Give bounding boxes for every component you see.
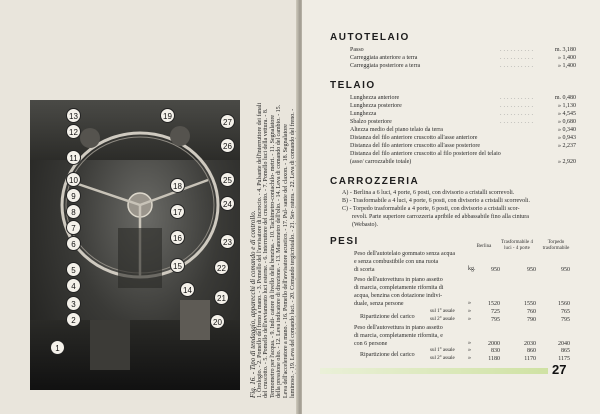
- weight-value: 795: [561, 317, 570, 323]
- weight-value: 1550: [524, 301, 536, 307]
- caption-line: indicatore di direzione. - 13. Manometro dell'olio. - 14.: [276, 189, 283, 323]
- caption-line: luci della vettura. - 8. Termometro per l'acqua. - 9. Indi-: [263, 108, 276, 398]
- callout-16: 16: [170, 230, 185, 245]
- spec-row: Distanza del filo anteriore cruscotto al filo posteriore del telaio: [350, 151, 501, 157]
- weight-value: 1170: [524, 356, 536, 362]
- ditto-mark: »: [468, 308, 471, 314]
- caption-line: del comando luci. - 20. Comando tergicristallo. - 21. Ser-: [289, 209, 296, 347]
- axle-label: sul 2° assale: [430, 356, 455, 361]
- section-title-carrozzeria: CARROZZERIA: [330, 176, 420, 187]
- weight-value: 830: [491, 348, 500, 354]
- weight-value: 760: [527, 309, 536, 315]
- weight-value: 1175: [558, 356, 570, 362]
- pesi-label: di marcia, completamente rifornita, e: [354, 333, 443, 339]
- callout-15: 15: [170, 258, 185, 273]
- weight-value: 790: [527, 317, 536, 323]
- pesi-label: e senza combustibile con una ruota: [354, 259, 439, 265]
- callout-24: 24: [220, 196, 235, 211]
- callout-10: 10: [66, 172, 81, 187]
- spec-row: Lunghezza anteriore .......... m. 0,480: [350, 95, 576, 101]
- column-header: Torpedo trasformabile: [542, 240, 570, 251]
- section-title-pesi: PESI: [330, 236, 359, 247]
- weight-value: 725: [491, 309, 500, 315]
- spec-row: Lunghezza .......... » 4,545: [350, 111, 576, 117]
- spec-row: (asse/ carrozzabile totale) » 2,920: [350, 159, 576, 165]
- unit-label: kg.: [468, 266, 476, 272]
- callout-4: 4: [66, 278, 81, 293]
- body-text-line: A) - Berlina a 6 luci, 4 porte, 6 posti, con divisorio a cristalli scorrevoli.: [342, 190, 515, 196]
- figure-title: Fig. 16. - Tipo di tendaggio, apparecchi di comando e di controllo.: [249, 210, 257, 398]
- callout-23: 23: [220, 234, 235, 249]
- pesi-label: con 6 persone: [354, 341, 388, 347]
- callout-7: 7: [66, 220, 81, 235]
- caption-line: a mano. - 16. Pomello dell'avvisatore acustico. - 17. Pul-: [282, 208, 289, 344]
- body-text-line: B) - Trasformabile a 4 luci, 4 porte, 6 posti, con divisorio a cristalli scorrevoli.: [342, 198, 530, 204]
- weight-value: 865: [561, 348, 570, 354]
- callout-12: 12: [66, 124, 81, 139]
- weight-value: 1560: [558, 301, 570, 307]
- spec-row: Distanza del filo anteriore cruscotto all'asse anteriore » 0,943: [350, 135, 576, 141]
- pesi-label: Ripartizione del carico: [360, 314, 415, 320]
- body-text-line: C) - Torpedo trasformabile a 4 porte, 6 posti, con divisorio a cristalli scor-: [342, 206, 520, 212]
- pesi-label: Peso dell'autotelaio gommato senza acqua: [354, 251, 456, 257]
- right-page: [302, 0, 600, 414]
- weight-value: 2030: [524, 341, 536, 347]
- caption-line: metri. - 11. Segnalatore della pressione olio. - 12. Leva: [269, 115, 283, 398]
- section-title-telaio: TELAIO: [330, 80, 376, 91]
- spec-row: Carreggiata anteriore a terra .......... » 1,400: [350, 55, 576, 61]
- column-header: Trasformabile 4 luci - 4 porte: [501, 240, 533, 251]
- callout-8: 8: [66, 204, 81, 219]
- pesi-label: duale, senza persone: [354, 301, 404, 307]
- spec-row: Sbalzo posteriore .......... » 0,680: [350, 119, 576, 125]
- callout-5: 5: [66, 262, 81, 277]
- caption-line: dei fanali del cruscotto. - 5. Pomello dell'avviamento: [256, 102, 270, 398]
- weight-value: 795: [491, 317, 500, 323]
- weight-value: 950: [491, 267, 500, 273]
- callout-21: 21: [214, 290, 229, 305]
- callout-9: 9: [66, 188, 81, 203]
- pesi-label: di scorta: [354, 267, 375, 273]
- pesi-label: Peso dell'autovettura in piano assetto: [354, 277, 443, 283]
- axle-label: sul 1° assale: [430, 309, 455, 314]
- callout-19: 19: [160, 108, 175, 123]
- section-title-autotelaio: AUTOTELAIO: [330, 32, 410, 43]
- spec-row: Passo .......... m. 3,180: [350, 47, 576, 53]
- footer-bar: [320, 368, 548, 374]
- callout-6: 6: [66, 236, 81, 251]
- page-number: 27: [552, 362, 567, 377]
- weight-value: 860: [527, 348, 536, 354]
- callout-25: 25: [220, 172, 235, 187]
- weight-value: 2000: [488, 341, 500, 347]
- caption-line: ratura. - 22. Leva di comando del freno. -: [289, 108, 296, 208]
- ditto-mark: »: [468, 355, 471, 361]
- ditto-mark: »: [468, 340, 471, 346]
- callout-17: 17: [170, 204, 185, 219]
- pesi-label: Peso dell'autovettura in piano assetto: [354, 325, 443, 331]
- spec-row: Altezza medio del piano telaio da terra » 0,340: [350, 127, 576, 133]
- pesi-label: di marcia, completamente rifornita di: [354, 285, 444, 291]
- axle-label: sul 1° assale: [430, 348, 455, 353]
- dashboard-photo: [30, 100, 240, 390]
- ditto-mark: »: [468, 300, 471, 306]
- ditto-mark: »: [468, 316, 471, 322]
- callout-14: 14: [180, 282, 195, 297]
- weight-value: 1520: [488, 301, 500, 307]
- figure-caption: [249, 98, 296, 398]
- caption-line: sante del claxon. - 18. Segnalatore luminoso. - 19. Leva: [282, 124, 296, 398]
- spec-row: Carreggiata posteriore a terra .......... » 1,400: [350, 63, 576, 69]
- callout-3: 3: [66, 296, 81, 311]
- callout-20: 20: [210, 314, 225, 329]
- axle-label: sul 2° assale: [430, 317, 455, 322]
- weight-value: 1180: [488, 356, 500, 362]
- caption-line: catore di livello della benzina. - 10. Tachimetro-contachilo-: [269, 172, 276, 316]
- caption-line: luci esterne. - 6. Interruttore del cruscotto. - 7. Pomello: [263, 161, 270, 294]
- caption-line: 1. Orologio. - 2. Pomello del freno a mano. - 3. Pomello del: [256, 254, 263, 398]
- spec-row: Lunghezza posteriore .......... » 1,130: [350, 103, 576, 109]
- callout-1: 1: [50, 340, 65, 355]
- pesi-label: acqua, benzina con dotazione indivi-: [354, 293, 443, 299]
- callout-27: 27: [220, 114, 235, 129]
- pesi-label: Ripartizione del carico: [360, 352, 415, 358]
- callout-2: 2: [66, 312, 81, 327]
- callout-26: 26: [220, 138, 235, 153]
- body-text-line: (Webasto).: [352, 222, 379, 228]
- callout-22: 22: [214, 260, 229, 275]
- callout-13: 13: [66, 108, 81, 123]
- weight-value: 765: [561, 309, 570, 315]
- callout-18: 18: [170, 178, 185, 193]
- caption-line: Leva di comando del cambio. - 15. Leva dell'acceleratore: [276, 104, 289, 398]
- weight-value: 950: [527, 267, 536, 273]
- body-text-line: revoli. Parte superiore carrozzeria apribile ed abbassabile fino alla cintura: [352, 214, 529, 220]
- weight-value: 2040: [558, 341, 570, 347]
- caption-line: l'avvisatore di incrocio. - 4. Pulsante dell'interruttore: [256, 126, 263, 254]
- ditto-mark: »: [468, 347, 471, 353]
- column-header: Berlina: [476, 244, 492, 249]
- callout-11: 11: [66, 150, 81, 165]
- weight-value: 950: [561, 267, 570, 273]
- spec-row: Distanza del filo anteriore cruscotto all'asse posteriore » 2,237: [350, 143, 576, 149]
